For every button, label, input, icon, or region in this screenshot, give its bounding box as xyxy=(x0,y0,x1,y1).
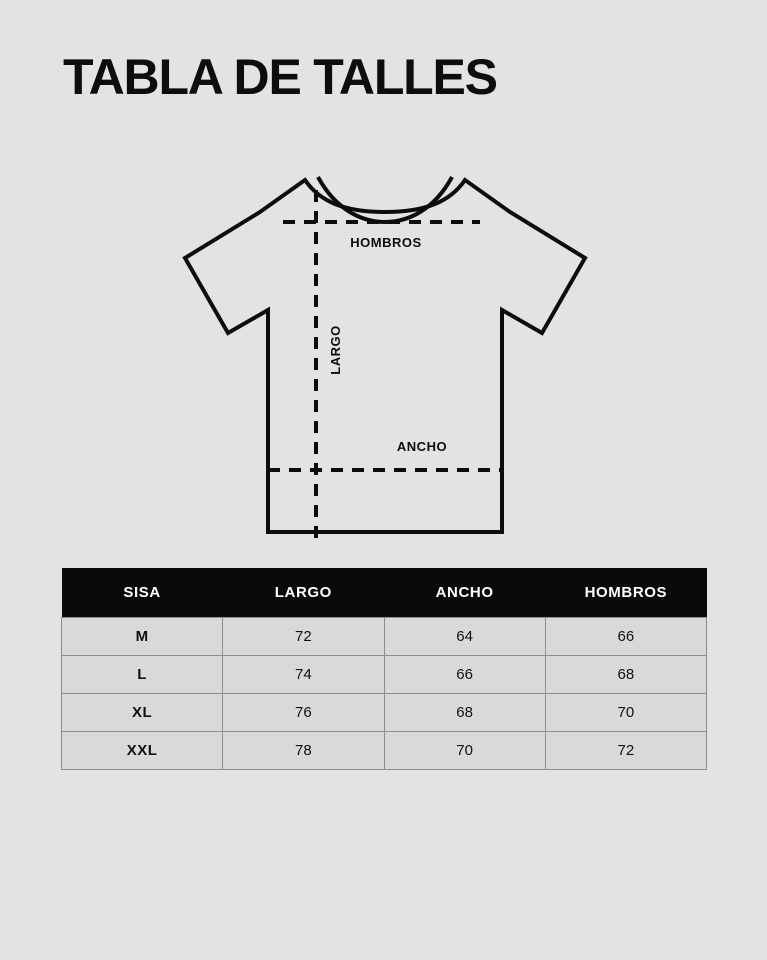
hombros-label: HOMBROS xyxy=(350,235,422,250)
cell-ancho: 68 xyxy=(384,694,545,732)
tshirt-outline-icon xyxy=(185,177,585,532)
tshirt-diagram xyxy=(150,150,620,550)
size-table xyxy=(61,568,707,770)
size-table-body xyxy=(62,618,707,770)
cell-ancho: 64 xyxy=(384,618,545,656)
table-header-row xyxy=(62,568,707,618)
cell-largo: 74 xyxy=(223,656,384,694)
table-row xyxy=(62,618,707,656)
cell-ancho: 66 xyxy=(384,656,545,694)
cell-hombros: 72 xyxy=(545,732,706,770)
cell-size: XXL xyxy=(62,732,223,770)
cell-largo: 78 xyxy=(223,732,384,770)
cell-largo: 72 xyxy=(223,618,384,656)
ancho-label: ANCHO xyxy=(396,439,448,454)
cell-ancho: 70 xyxy=(384,732,545,770)
column-header-largo: LARGO xyxy=(223,568,384,618)
table-row xyxy=(62,732,707,770)
size-table-head xyxy=(62,568,707,618)
size-table-container xyxy=(61,568,707,770)
cell-hombros: 66 xyxy=(545,618,706,656)
cell-size: L xyxy=(62,656,223,694)
cell-size: M xyxy=(62,618,223,656)
cell-largo: 76 xyxy=(223,694,384,732)
cell-size: XL xyxy=(62,694,223,732)
column-header-sisa: SISA xyxy=(62,568,223,618)
column-header-hombros: HOMBROS xyxy=(545,568,706,618)
largo-label: LARGO xyxy=(328,325,343,375)
table-row xyxy=(62,656,707,694)
column-header-ancho: ANCHO xyxy=(384,568,545,618)
page-title: TABLA DE TALLES xyxy=(63,49,497,105)
cell-hombros: 70 xyxy=(545,694,706,732)
cell-hombros: 68 xyxy=(545,656,706,694)
table-row xyxy=(62,694,707,732)
